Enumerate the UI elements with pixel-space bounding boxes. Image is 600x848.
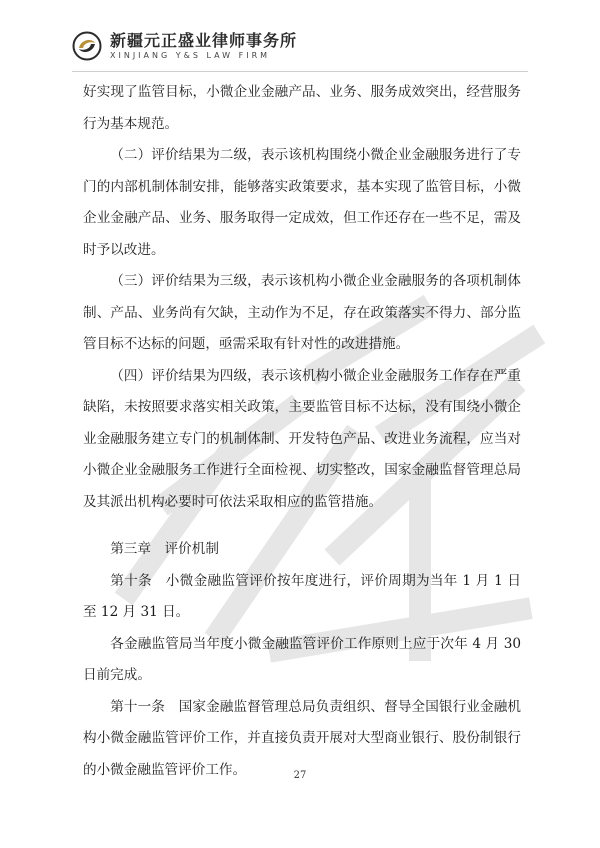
paragraph: （四）评价结果为四级，表示该机构小微企业金融服务工作存在严重缺陷，未按照要求落实相关政策，主要监管目标不达标，没有围绕小微企业金融服务建立专门的机制体制、开发特色产品、改进业务流程，应当对小微企业金融服务工作进行全面检视、切实整改，国家金融监督管理总局及其派出机构必要时可依法采取相应的监管措施。 [83, 367, 521, 510]
firm-name-cn: 新疆元正盛业律师事务所 [110, 30, 298, 50]
paragraph: 第十一条 国家金融监督管理总局负责组织、督导全国银行业金融机构小微金融监管评价工作，并直接负责开展对大型商业银行、股份制银行的小微金融监管评价工作。 [83, 698, 521, 778]
letterhead [72, 24, 297, 68]
paragraph: 各金融监管局当年度小微金融监管评价工作原则上应于次年 4 月 30 日前完成。 [83, 635, 521, 683]
firm-logo-icon [72, 31, 102, 61]
page-number: 27 [293, 770, 307, 781]
paragraph: （二）评价结果为二级，表示该机构围绕小微企业金融服务进行了专门的内部机制体制安排，能够落实政策要求，基本实现了监管目标，小微企业金融产品、业务、服务取得一定成效，但工作还存在一些不足，需及时予以改进。 [83, 147, 521, 258]
document-body [83, 77, 521, 786]
chapter-heading: 第三章 评价机制 [110, 541, 219, 557]
header-divider [72, 71, 528, 72]
paragraph: 第十条 小微金融监管评价按年度进行，评价周期为当年 1 月 1 日至 12 月 31 日。 [83, 572, 521, 620]
paragraph: 好实现了监管目标，小微企业金融产品、业务、服务成效突出，经营服务行为基本规范。 [83, 84, 521, 132]
paragraph: （三）评价结果为三级，表示该机构小微企业金融服务的各项机制体制、产品、业务尚有欠缺，主动作为不足，存在政策落实不得力、部分监管目标不达标的问题，亟需采取有针对性的改进措施。 [83, 273, 521, 352]
firm-name-en: XINJIANG Y&S LAW FIRM [110, 50, 271, 60]
